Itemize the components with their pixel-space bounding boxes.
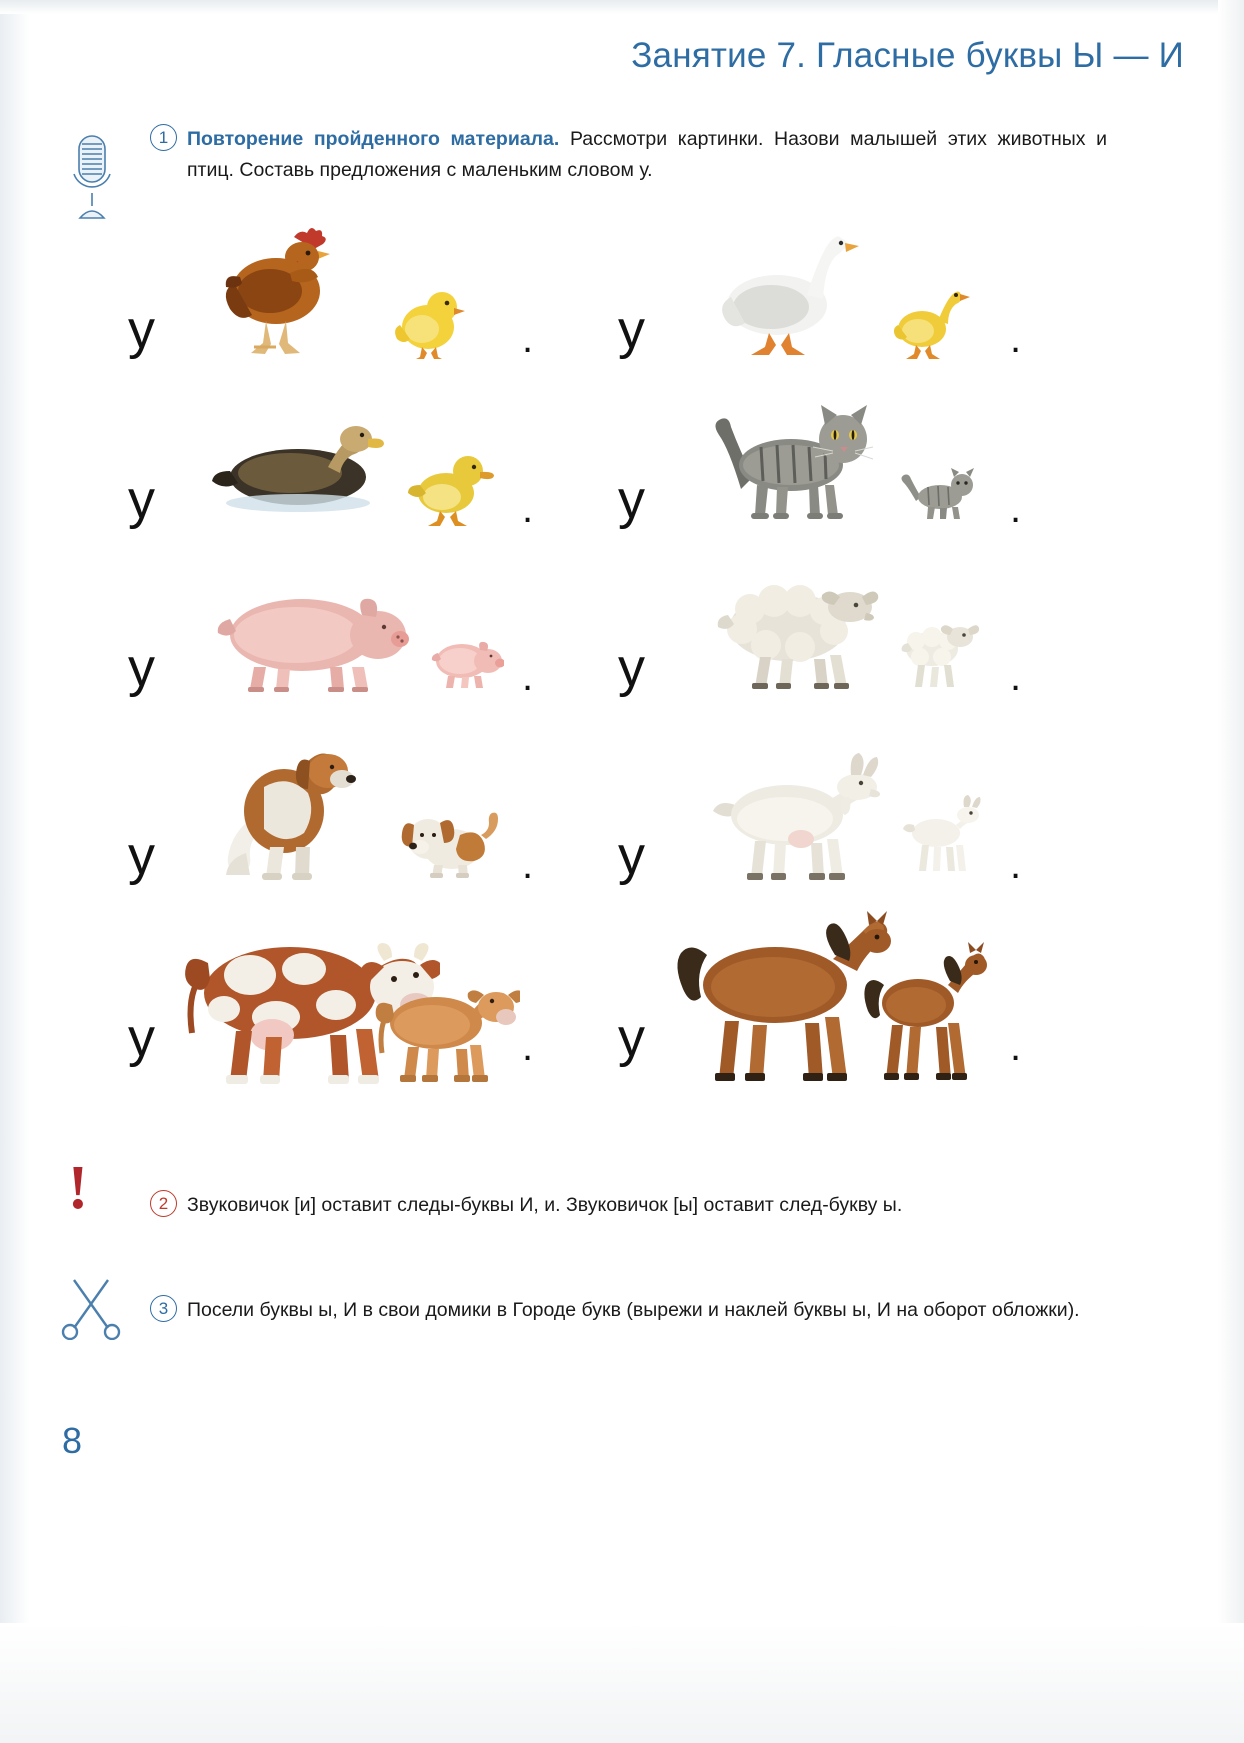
animal-sheep [710, 569, 880, 699]
exercise-cell [610, 907, 1040, 1097]
task-2-number: 2 [150, 1190, 177, 1217]
exercise-cell [120, 553, 550, 703]
sentence-period: . [1010, 1025, 1022, 1069]
page-edge-bottom [0, 1623, 1244, 1743]
exclamation-icon: ! [67, 1154, 89, 1222]
sentence-period: . [1010, 317, 1022, 361]
exercise-row [120, 215, 1130, 365]
preposition-letter: у [128, 638, 155, 698]
exercise-row [120, 907, 1130, 1097]
sentence-period: . [522, 487, 534, 531]
page-edge-top [0, 0, 1244, 14]
preposition-letter: у [618, 638, 645, 698]
exercise-row [120, 721, 1130, 891]
animal-kid-goat [902, 795, 982, 877]
exercise-cell [610, 215, 1040, 365]
sentence-period: . [1010, 655, 1022, 699]
animal-calf [370, 969, 520, 1089]
task-1-text [187, 124, 1107, 186]
task-1-highlight: Повторение пройденного материала. [187, 128, 560, 150]
task-3-number: 3 [150, 1295, 177, 1322]
sentence-period: . [1010, 843, 1022, 887]
task-3-text: Посели буквы ы, И в свои домики в Городе букв (вырежи и наклей буквы ы, И на оборот обложки). [187, 1299, 1080, 1321]
exercise-cell [610, 385, 1040, 535]
exercise-grid [120, 215, 1130, 1075]
animal-goose [715, 221, 865, 361]
microphone-icon [66, 132, 120, 222]
preposition-letter: у [128, 300, 155, 360]
animal-lamb [896, 613, 982, 693]
animal-gosling [888, 279, 972, 359]
page-title: Занятие 7. Гласные буквы Ы — И [631, 36, 1184, 75]
page-edge-right [1218, 0, 1244, 1743]
sentence-period: . [522, 655, 534, 699]
animal-duck [210, 411, 390, 521]
exercise-row [120, 553, 1130, 703]
preposition-letter: у [618, 826, 645, 886]
scissors-icon [60, 1270, 126, 1340]
task-2-text: Звуковичок [и] оставит следы-буквы И, и. Звуковичок [ы] оставит след-букву ы. [187, 1194, 903, 1216]
exercise-cell [610, 721, 1040, 891]
exercise-cell [610, 553, 1040, 703]
preposition-letter: у [618, 300, 645, 360]
exercise-cell [120, 721, 550, 891]
task-1-number: 1 [150, 124, 177, 151]
sentence-period: . [522, 317, 534, 361]
sentence-period: . [1010, 487, 1022, 531]
animal-duckling [406, 441, 496, 527]
page-edge-left [0, 0, 30, 1743]
exercise-cell [120, 907, 550, 1097]
animal-puppy [400, 799, 500, 879]
animal-foal [860, 941, 990, 1091]
sentence-period: . [522, 843, 534, 887]
animal-piglet [430, 631, 504, 691]
exercise-row [120, 385, 1130, 535]
animal-cat [705, 385, 875, 535]
exercise-cell [120, 385, 550, 535]
sentence-period: . [522, 1025, 534, 1069]
animal-chicken [220, 221, 350, 361]
preposition-letter: у [128, 470, 155, 530]
task-1-body: Рассмотри картинки. Назови малышей этих животных и птиц. Составь предложения с маленьким словом у. [187, 128, 1108, 181]
animal-goat [705, 739, 885, 889]
exercise-cell [120, 215, 550, 365]
preposition-letter: у [128, 1008, 155, 1068]
animal-kitten [900, 459, 980, 525]
page-number: 8 [62, 1420, 83, 1461]
animal-dog [210, 727, 370, 887]
preposition-letter: у [618, 470, 645, 530]
preposition-letter: у [618, 1008, 645, 1068]
preposition-letter: у [128, 826, 155, 886]
animal-chick [390, 281, 470, 359]
animal-pig [210, 577, 410, 697]
